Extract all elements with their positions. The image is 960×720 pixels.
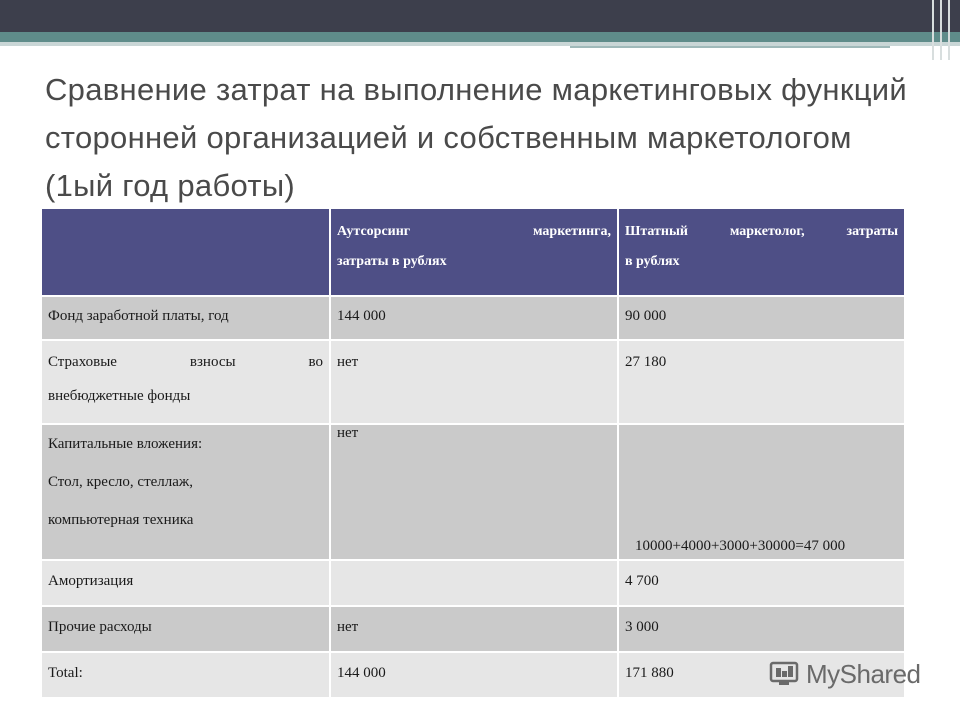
header-staff-line1: Штатный маркетолог, затраты [625, 224, 898, 239]
staff-value: 171 880 [618, 652, 905, 698]
row-label-line1: Страховые взносы во [48, 354, 323, 370]
outsourcing-value [330, 560, 618, 606]
table-row [41, 606, 905, 652]
table-header-row [41, 208, 905, 296]
myshared-watermark [768, 656, 938, 692]
header-outsourcing [330, 208, 618, 296]
staff-value-cell [618, 424, 905, 560]
header-staff-line2: в рублях [625, 254, 680, 269]
outsourcing-value: нет [330, 340, 618, 424]
row-label-line3: компьютерная техника [48, 512, 194, 528]
staff-value: 3 000 [618, 606, 905, 652]
outsourcing-value: 144 000 [330, 296, 618, 340]
header-empty-cell [41, 208, 330, 296]
outsourcing-value: нет [330, 424, 618, 560]
table-row [41, 340, 905, 424]
outsourcing-value: нет [330, 606, 618, 652]
row-label-line2: внебюджетные фонды [48, 388, 191, 404]
table-row [41, 560, 905, 606]
row-label: Амортизация [41, 560, 330, 606]
table-row [41, 424, 905, 560]
slide-title: Сравнение затрат на выполнение маркетинговых функций сторонней организацией и собственным маркетологом (1ый год работы) [45, 72, 907, 203]
staff-value: 4 700 [618, 560, 905, 606]
header-outsourcing-line2: затраты в рублях [337, 254, 447, 269]
header-staff [618, 208, 905, 296]
decor-accent-line [570, 46, 890, 48]
row-label: Фонд заработной платы, год [41, 296, 330, 340]
staff-value: 90 000 [618, 296, 905, 340]
row-label-line1: Капитальные вложения: [48, 436, 203, 452]
table-row [41, 296, 905, 340]
watermark-text: MyShared [806, 658, 921, 689]
staff-value: 10000+4000+3000+30000=47 000 [635, 538, 846, 554]
cost-comparison-table [40, 207, 906, 699]
row-label [41, 340, 330, 424]
row-label: Прочие расходы [41, 606, 330, 652]
staff-value: 27 180 [618, 340, 905, 424]
top-decor-bar [0, 0, 960, 32]
row-label [41, 424, 330, 560]
outsourcing-value: 144 000 [330, 652, 618, 698]
myshared-logo-icon [768, 658, 800, 690]
header-outsourcing-line1: Аутсорсинг маркетинга, [337, 224, 611, 239]
row-label: Total: [41, 652, 330, 698]
corner-decor [926, 0, 960, 60]
teal-decor-bar [0, 32, 960, 42]
row-label-line2: Стол, кресло, стеллаж, [48, 474, 194, 490]
